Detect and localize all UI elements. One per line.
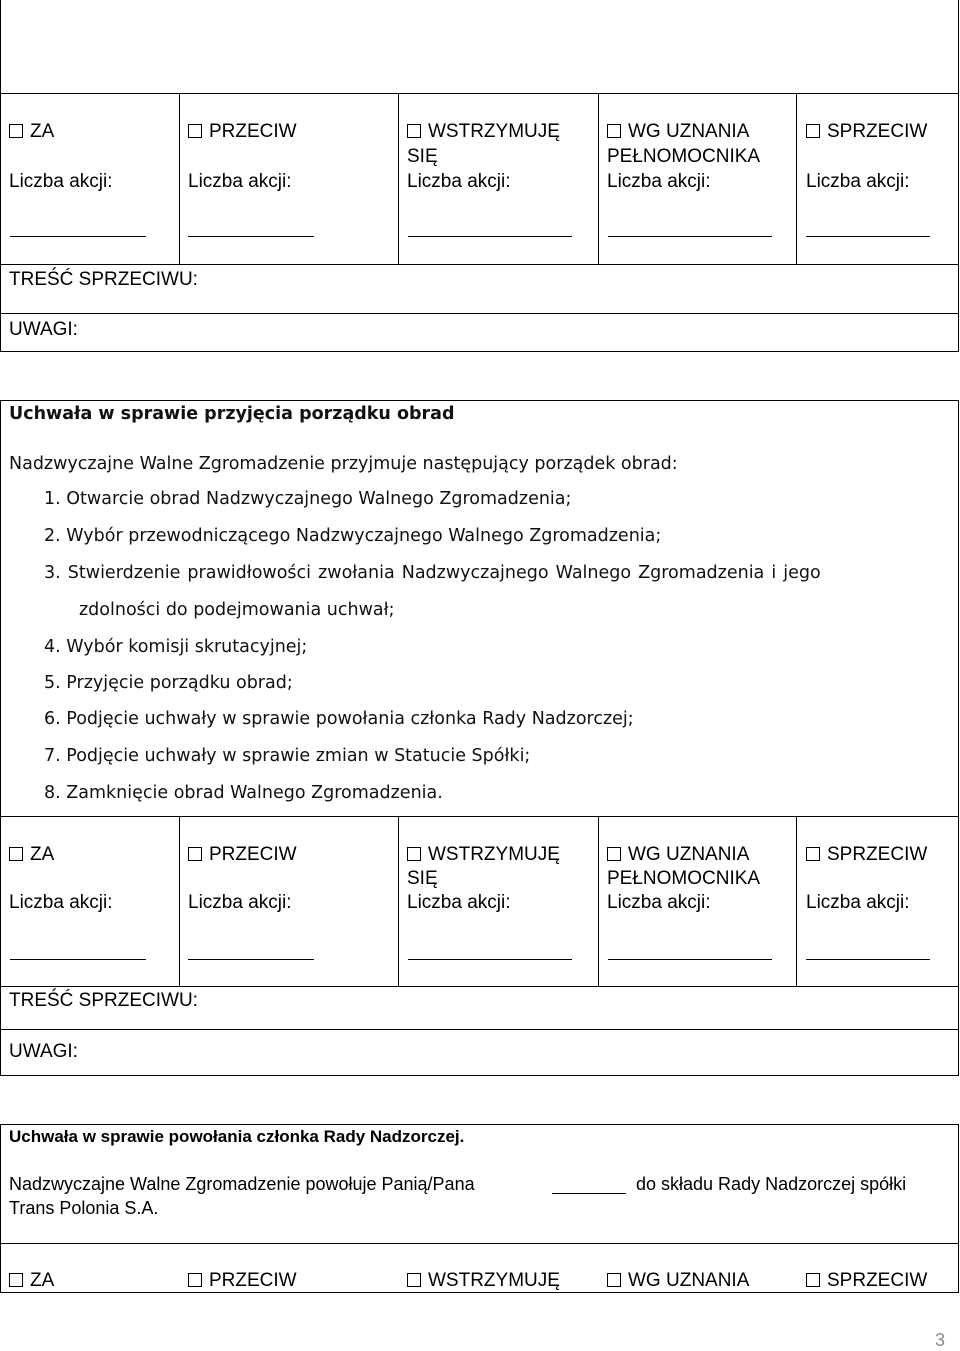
divider <box>0 816 959 817</box>
divider <box>796 816 797 987</box>
agenda-item <box>44 672 293 694</box>
count-blank[interactable] <box>188 959 314 960</box>
checkbox-icon[interactable] <box>9 847 23 861</box>
option-label: WG UZNANIA <box>628 1270 750 1291</box>
item-number: 2. <box>44 526 61 546</box>
count-blank[interactable] <box>10 236 146 237</box>
resolution-2-company: Trans Polonia S.A. <box>9 1198 159 1218</box>
option-label: WG UZNANIA <box>628 121 750 142</box>
option-label: WG UZNANIA <box>628 844 750 865</box>
remarks-label: UWAGI: <box>9 319 78 340</box>
item-text: Podjęcie uchwały w sprawie zmian w Statucie Spółki; <box>66 746 531 766</box>
item-text: Stwierdzenie prawidłowości zwołania Nadzwyczajnego Walnego Zgromadzenia i jego <box>67 563 821 583</box>
divider <box>0 1243 959 1244</box>
page-number: 3 <box>935 1330 946 1350</box>
checkbox-icon[interactable] <box>9 1273 23 1287</box>
count-label: Liczba akcji: <box>806 171 910 192</box>
divider <box>179 93 180 265</box>
divider <box>0 986 959 987</box>
item-number: 5. <box>44 673 61 693</box>
checkbox-icon[interactable] <box>806 124 820 138</box>
checkbox-icon[interactable] <box>407 847 421 861</box>
agenda-item <box>44 525 661 547</box>
count-label: Liczba akcji: <box>407 892 511 913</box>
checkbox-icon[interactable] <box>806 1273 820 1287</box>
checkbox-icon[interactable] <box>188 847 202 861</box>
vote-option-wstrzymuje[interactable] <box>407 1269 560 1293</box>
option-label: PRZECIW <box>209 844 297 865</box>
option-label: ZA <box>30 1270 55 1291</box>
option-label: WSTRZYMUJĘ <box>428 121 560 142</box>
item-text: Wybór przewodniczącego Nadzwyczajnego Walnego Zgromadzenia; <box>66 526 662 546</box>
count-label: Liczba akcji: <box>188 171 292 192</box>
count-blank[interactable] <box>188 236 314 237</box>
objection-label: TREŚĆ SPRZECIWU: <box>9 269 198 290</box>
vote-option-wg-uznania[interactable] <box>607 120 749 144</box>
top-empty-cell <box>0 0 959 94</box>
item-text: Przyjęcie porządku obrad; <box>66 673 293 693</box>
item-text: Podjęcie uchwały w sprawie powołania członka Rady Nadzorczej; <box>66 709 634 729</box>
count-blank[interactable] <box>408 236 572 237</box>
option-label-line2: SIĘ <box>407 868 438 889</box>
option-label-line2: PEŁNOMOCNIKA <box>607 868 761 889</box>
vote-option-za[interactable] <box>9 120 54 144</box>
option-label: SPRZECIW <box>827 844 928 865</box>
resolution-1-intro: Nadzwyczajne Walne Zgromadzenie przyjmuje następujący porządek obrad: <box>9 454 678 474</box>
vote-option-przeciw[interactable] <box>188 120 297 144</box>
count-blank[interactable] <box>608 959 772 960</box>
item-number: 7. <box>44 746 61 766</box>
agenda-item <box>44 636 307 658</box>
count-blank[interactable] <box>806 236 930 237</box>
count-blank[interactable] <box>408 959 572 960</box>
option-label: ZA <box>30 121 55 142</box>
resolution-1-title: Uchwała w sprawie przyjęcia porządku obrad <box>9 404 455 424</box>
item-number: 6. <box>44 709 61 729</box>
option-label: ZA <box>30 844 55 865</box>
checkbox-icon[interactable] <box>9 124 23 138</box>
item-text: Otwarcie obrad Nadzwyczajnego Walnego Zgromadzenia; <box>66 489 572 509</box>
divider <box>598 93 599 265</box>
divider <box>0 1029 959 1030</box>
checkbox-icon[interactable] <box>188 1273 202 1287</box>
vote-option-za[interactable] <box>9 843 54 867</box>
vote-option-wg-uznania[interactable] <box>607 1269 749 1293</box>
option-label: WSTRZYMUJĘ <box>428 1270 560 1291</box>
vote-option-wstrzymuje[interactable] <box>407 120 560 144</box>
vote-option-przeciw[interactable] <box>188 1269 297 1293</box>
count-label: Liczba akcji: <box>607 892 711 913</box>
count-label: Liczba akcji: <box>607 171 711 192</box>
resolution-2-body: Nadzwyczajne Walne Zgromadzenie powołuje Panią/Pana <box>9 1174 475 1194</box>
vote-option-wstrzymuje[interactable] <box>407 843 560 867</box>
item-number: 3. <box>44 563 61 583</box>
count-label: Liczba akcji: <box>806 892 910 913</box>
vote-option-sprzeciw[interactable] <box>806 1269 927 1293</box>
divider <box>179 816 180 987</box>
vote-option-sprzeciw[interactable] <box>806 120 927 144</box>
option-label: WSTRZYMUJĘ <box>428 844 560 865</box>
item-number: 4. <box>44 637 61 657</box>
count-blank[interactable] <box>806 959 930 960</box>
item-number: 8. <box>44 783 61 803</box>
agenda-item-continuation: zdolności do podejmowania uchwał; <box>79 600 395 620</box>
option-label: PRZECIW <box>209 1270 297 1291</box>
checkbox-icon[interactable] <box>188 124 202 138</box>
divider <box>0 264 959 265</box>
divider <box>0 313 959 314</box>
vote-option-za[interactable] <box>9 1269 54 1293</box>
option-label: SPRZECIW <box>827 121 928 142</box>
agenda-item <box>44 708 634 730</box>
option-label: PRZECIW <box>209 121 297 142</box>
agenda-item <box>44 562 821 584</box>
option-label-line2: PEŁNOMOCNIKA <box>607 146 761 167</box>
count-blank[interactable] <box>10 959 146 960</box>
checkbox-icon[interactable] <box>806 847 820 861</box>
divider <box>796 93 797 265</box>
count-blank[interactable] <box>608 236 772 237</box>
option-label: SPRZECIW <box>827 1270 928 1291</box>
item-text: Wybór komisji skrutacyjnej; <box>66 637 308 657</box>
count-label: Liczba akcji: <box>188 892 292 913</box>
divider <box>598 816 599 987</box>
agenda-item <box>44 488 571 510</box>
item-number: 1. <box>44 489 61 509</box>
checkbox-icon[interactable] <box>607 124 621 138</box>
checkbox-icon[interactable] <box>407 124 421 138</box>
divider <box>398 93 399 265</box>
divider <box>398 816 399 987</box>
option-label-line2: SIĘ <box>407 146 438 167</box>
checkbox-icon[interactable] <box>607 1273 621 1287</box>
count-label: Liczba akcji: <box>9 171 113 192</box>
vote-option-przeciw[interactable] <box>188 843 297 867</box>
resolution-2-title: Uchwała w sprawie powołania członka Rady Nadzorczej. <box>9 1127 465 1146</box>
checkbox-icon[interactable] <box>607 847 621 861</box>
agenda-item <box>44 782 443 804</box>
vote-option-wg-uznania[interactable] <box>607 843 749 867</box>
count-label: Liczba akcji: <box>407 171 511 192</box>
checkbox-icon[interactable] <box>407 1273 421 1287</box>
name-blank[interactable] <box>552 1193 626 1194</box>
agenda-item <box>44 745 530 767</box>
item-text: Zamknięcie obrad Walnego Zgromadzenia. <box>66 783 443 803</box>
vote-option-sprzeciw[interactable] <box>806 843 927 867</box>
count-label: Liczba akcji: <box>9 892 113 913</box>
resolution-2-body-cont: do składu Rady Nadzorczej spółki <box>636 1174 907 1194</box>
objection-label: TREŚĆ SPRZECIWU: <box>9 990 198 1011</box>
remarks-label: UWAGI: <box>9 1041 78 1062</box>
